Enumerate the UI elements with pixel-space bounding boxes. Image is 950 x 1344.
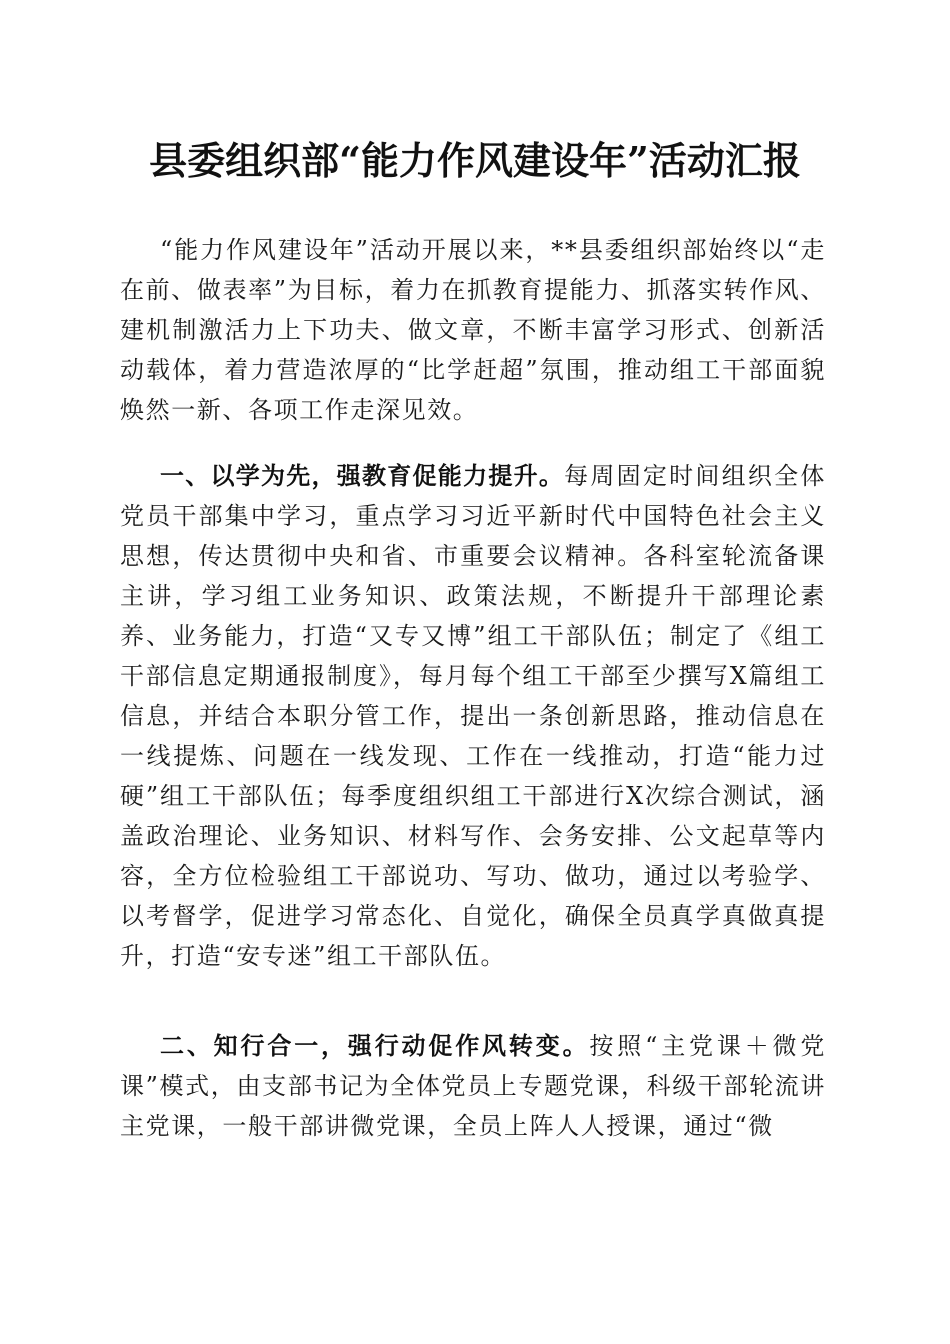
section-two-heading: 二、知行合一，强行动促作风转变。 <box>160 1032 590 1060</box>
intro-paragraph <box>120 230 826 430</box>
section-one-paragraph <box>120 456 826 976</box>
section-two-paragraph <box>120 1026 826 1146</box>
document-title: 县委组织部“能力作风建设年”活动汇报 <box>149 138 801 183</box>
section-one-heading: 一、以学为先，强教育促能力提升。 <box>160 462 565 490</box>
section-one-text: 每周固定时间组织全体党员干部集中学习，重点学习习近平新时代中国特色社会主义思想，传达贯彻中央和省、市重要会议精神。各科室轮流备课主讲，学习组工业务知识、政策法规，不断提升干部理论素养、业务能力，打造“又专又博”组工干部队伍；制定了《组工干部信息定期通报制度》，每月每个组工干部至少撰写X篇组工信息，并结合本职分管工作，提出一条创新思路，推动信息在一线提炼、问题在一线发现、工作在一线推动，打造“能力过硬”组工干部队伍；每季度组织组工干部进行X次综合测试，涵盖政治理论、业务知识、材料写作、会务安排、公文起草等内容，全方位检验组工干部说功、写功、做功，通过以考验学、以考督学，促进学习常态化、自觉化，确保全员真学真做真提升，打造“安专迷”组工干部队伍。 <box>120 462 826 970</box>
intro-paragraph-text: “能力作风建设年”活动开展以来，**县委组织部始终以“走在前、做表率”为目标，着力在抓教育提能力、抓落实转作风、建机制激活力上下功夫、做文章，不断丰富学习形式、创新活动载体，着力营造浓厚的“比学赶超”氛围，推动组工干部面貌焕然一新、各项工作走深见效。 <box>120 236 826 424</box>
section-two-text: 按照“主党课＋微党课”模式，由支部书记为全体党员上专题党课，科级干部轮流讲主党课，一般干部讲微党课，全员上阵人人授课，通过“微 <box>120 1032 826 1140</box>
